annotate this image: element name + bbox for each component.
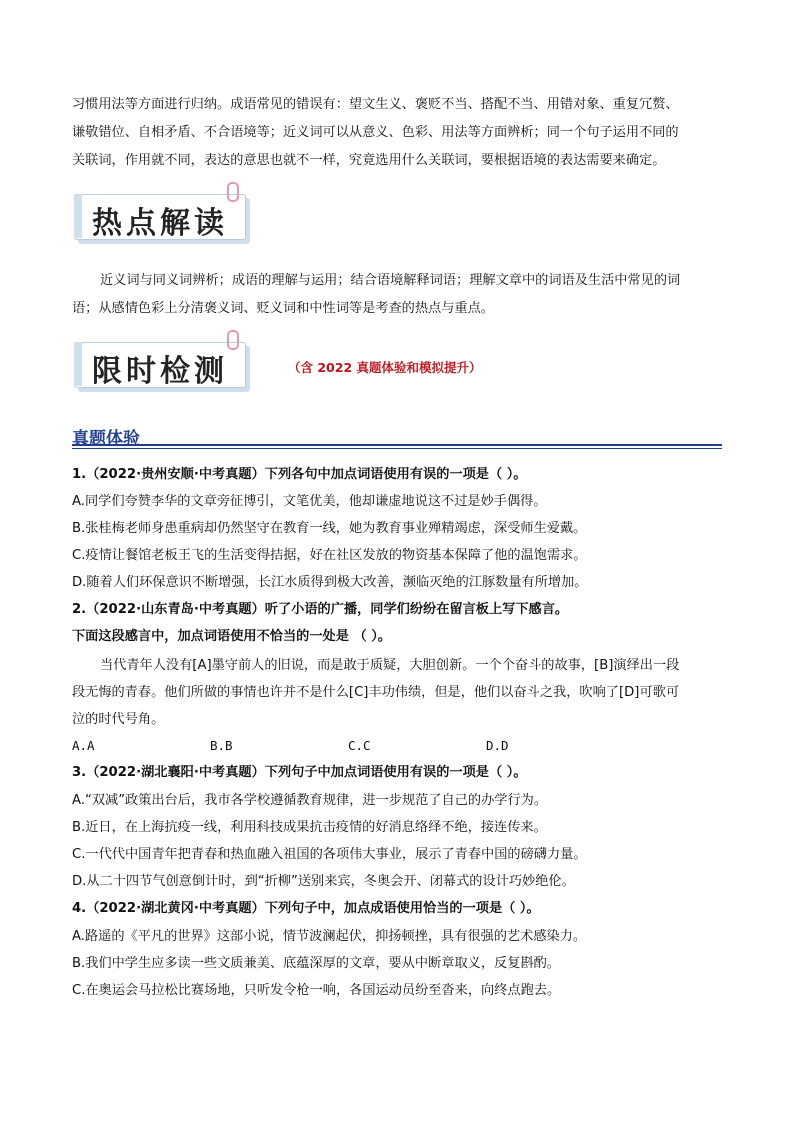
q2-option-a: A.A: [72, 738, 95, 753]
section-rule-thin: [72, 448, 722, 449]
q4-option-b: B.我们中学生应多读一些文质兼美、底蕴深厚的文章，要从中断章取义，反复斟酌。: [72, 956, 560, 971]
q3-stem: 3.（2022·湖北襄阳·中考真题）下列句子中加点词语使用有误的一项是（ ）。: [72, 765, 527, 780]
q2-option-b: B.B: [210, 738, 233, 753]
section-rule: [72, 444, 722, 446]
q1-option-d: D.随着人们环保意识不断增强，长江水质得到极大改善，濒临灭绝的江豚数量有所增加。: [72, 575, 588, 590]
q3-option-c: C.一代代中国青年把青春和热血融入祖国的各项伟大事业，展示了青春中国的磅礴力量。: [72, 847, 587, 862]
q1-option-a: A.同学们夸赞李华的文章旁征博引，文笔优美，他却谦虚地说这不过是妙手偶得。: [72, 494, 547, 509]
timed-test-note: （含 2022 真题体验和模拟提升）: [288, 360, 482, 375]
q4-option-c: C.在奥运会马拉松比赛场地，只听发令枪一响，各国运动员纷至沓来，向终点跑去。: [72, 983, 561, 998]
q3-option-d: D.从二十四节气创意倒计时，到“折柳”送别来宾，冬奥会开、闭幕式的设计巧妙绝伦。: [72, 874, 575, 889]
q1-option-b: B.张桂梅老师身患重病却仍然坚守在教育一线，她为教育事业殚精竭虑，深受师生爱戴。: [72, 521, 587, 536]
q2-passage-3: 泣的时代号角。: [72, 712, 165, 727]
q2-option-c: C.C: [348, 738, 371, 753]
q1-stem: 1.（2022·贵州安顺·中考真题）下列各句中加点词语使用有误的一项是（ ）。: [72, 467, 527, 482]
timed-test-banner: [74, 336, 256, 388]
q3-option-b: B.近日，在上海抗疫一线，利用科技成果抗击疫情的好消息络绎不绝，接连传来。: [72, 820, 547, 835]
timed-test-title: 限时检测: [92, 354, 228, 389]
q1-option-c: C.疫情让餐馆老板王飞的生活变得拮据，好在社区发放的物资基本保障了他的温饱需求。: [72, 548, 587, 563]
q4-stem: 4.（2022·湖北黄冈·中考真题）下列句子中，加点成语使用恰当的一项是（ ）。: [72, 901, 540, 916]
intro-line-3: 关联词，作用就不同，表达的意思也就不一样，究竟选用什么关联词，要根据语境的表达需要来确定。: [72, 153, 666, 168]
q4-option-a: A.路遥的《平凡的世界》这部小说，情节波澜起伏，抑扬顿挫，具有很强的艺术感染力。: [72, 929, 587, 944]
intro-line-2: 谦敬错位、自相矛盾、不合语境等；近义词可以从意义、色彩、用法等方面辨析；同一个句子运用不同的: [72, 125, 679, 140]
section-title: 真题体验: [72, 429, 140, 449]
paper-clip-icon: [226, 182, 240, 202]
hot-topics-title: 热点解读: [92, 206, 228, 241]
q2-passage-2: 段无悔的青春。他们所做的事情也许并不是什么[C]丰功伟绩，但是，他们以奋斗之我，吹响了[D]可歌可: [72, 685, 680, 700]
q2-passage-1: 当代青年人没有[A]墨守前人的旧说，而是敢于质疑，大胆创新。一个个奋斗的故事，[B]演绎出一段: [100, 658, 680, 673]
q2-stem-2: 下面这段感言中，加点词语使用不恰当的一处是 （ ）。: [72, 629, 392, 644]
q2-option-d: D.D: [486, 738, 509, 753]
hot-topics-banner: [74, 188, 256, 240]
q3-option-a: A.“双减”政策出台后，我市各学校遵循教育规律，进一步规范了自己的办学行为。: [72, 793, 548, 808]
q2-stem: 2.（2022·山东青岛·中考真题）听了小语的广播，同学们纷纷在留言板上写下感言。: [72, 602, 569, 617]
intro-line-1: 习惯用法等方面进行归纳。成语常见的错误有：望文生义、褒贬不当、搭配不当、用错对象、重复冗赘、: [72, 97, 679, 112]
hot-line-2: 语；从感情色彩上分清褒义词、贬义词和中性词等是考查的热点与重点。: [72, 301, 494, 316]
hot-line-1: 近义词与同义词辨析；成语的理解与运用；结合语境解释词语；理解文章中的词语及生活中常见的词: [100, 273, 681, 288]
paper-clip-icon: [226, 330, 240, 350]
